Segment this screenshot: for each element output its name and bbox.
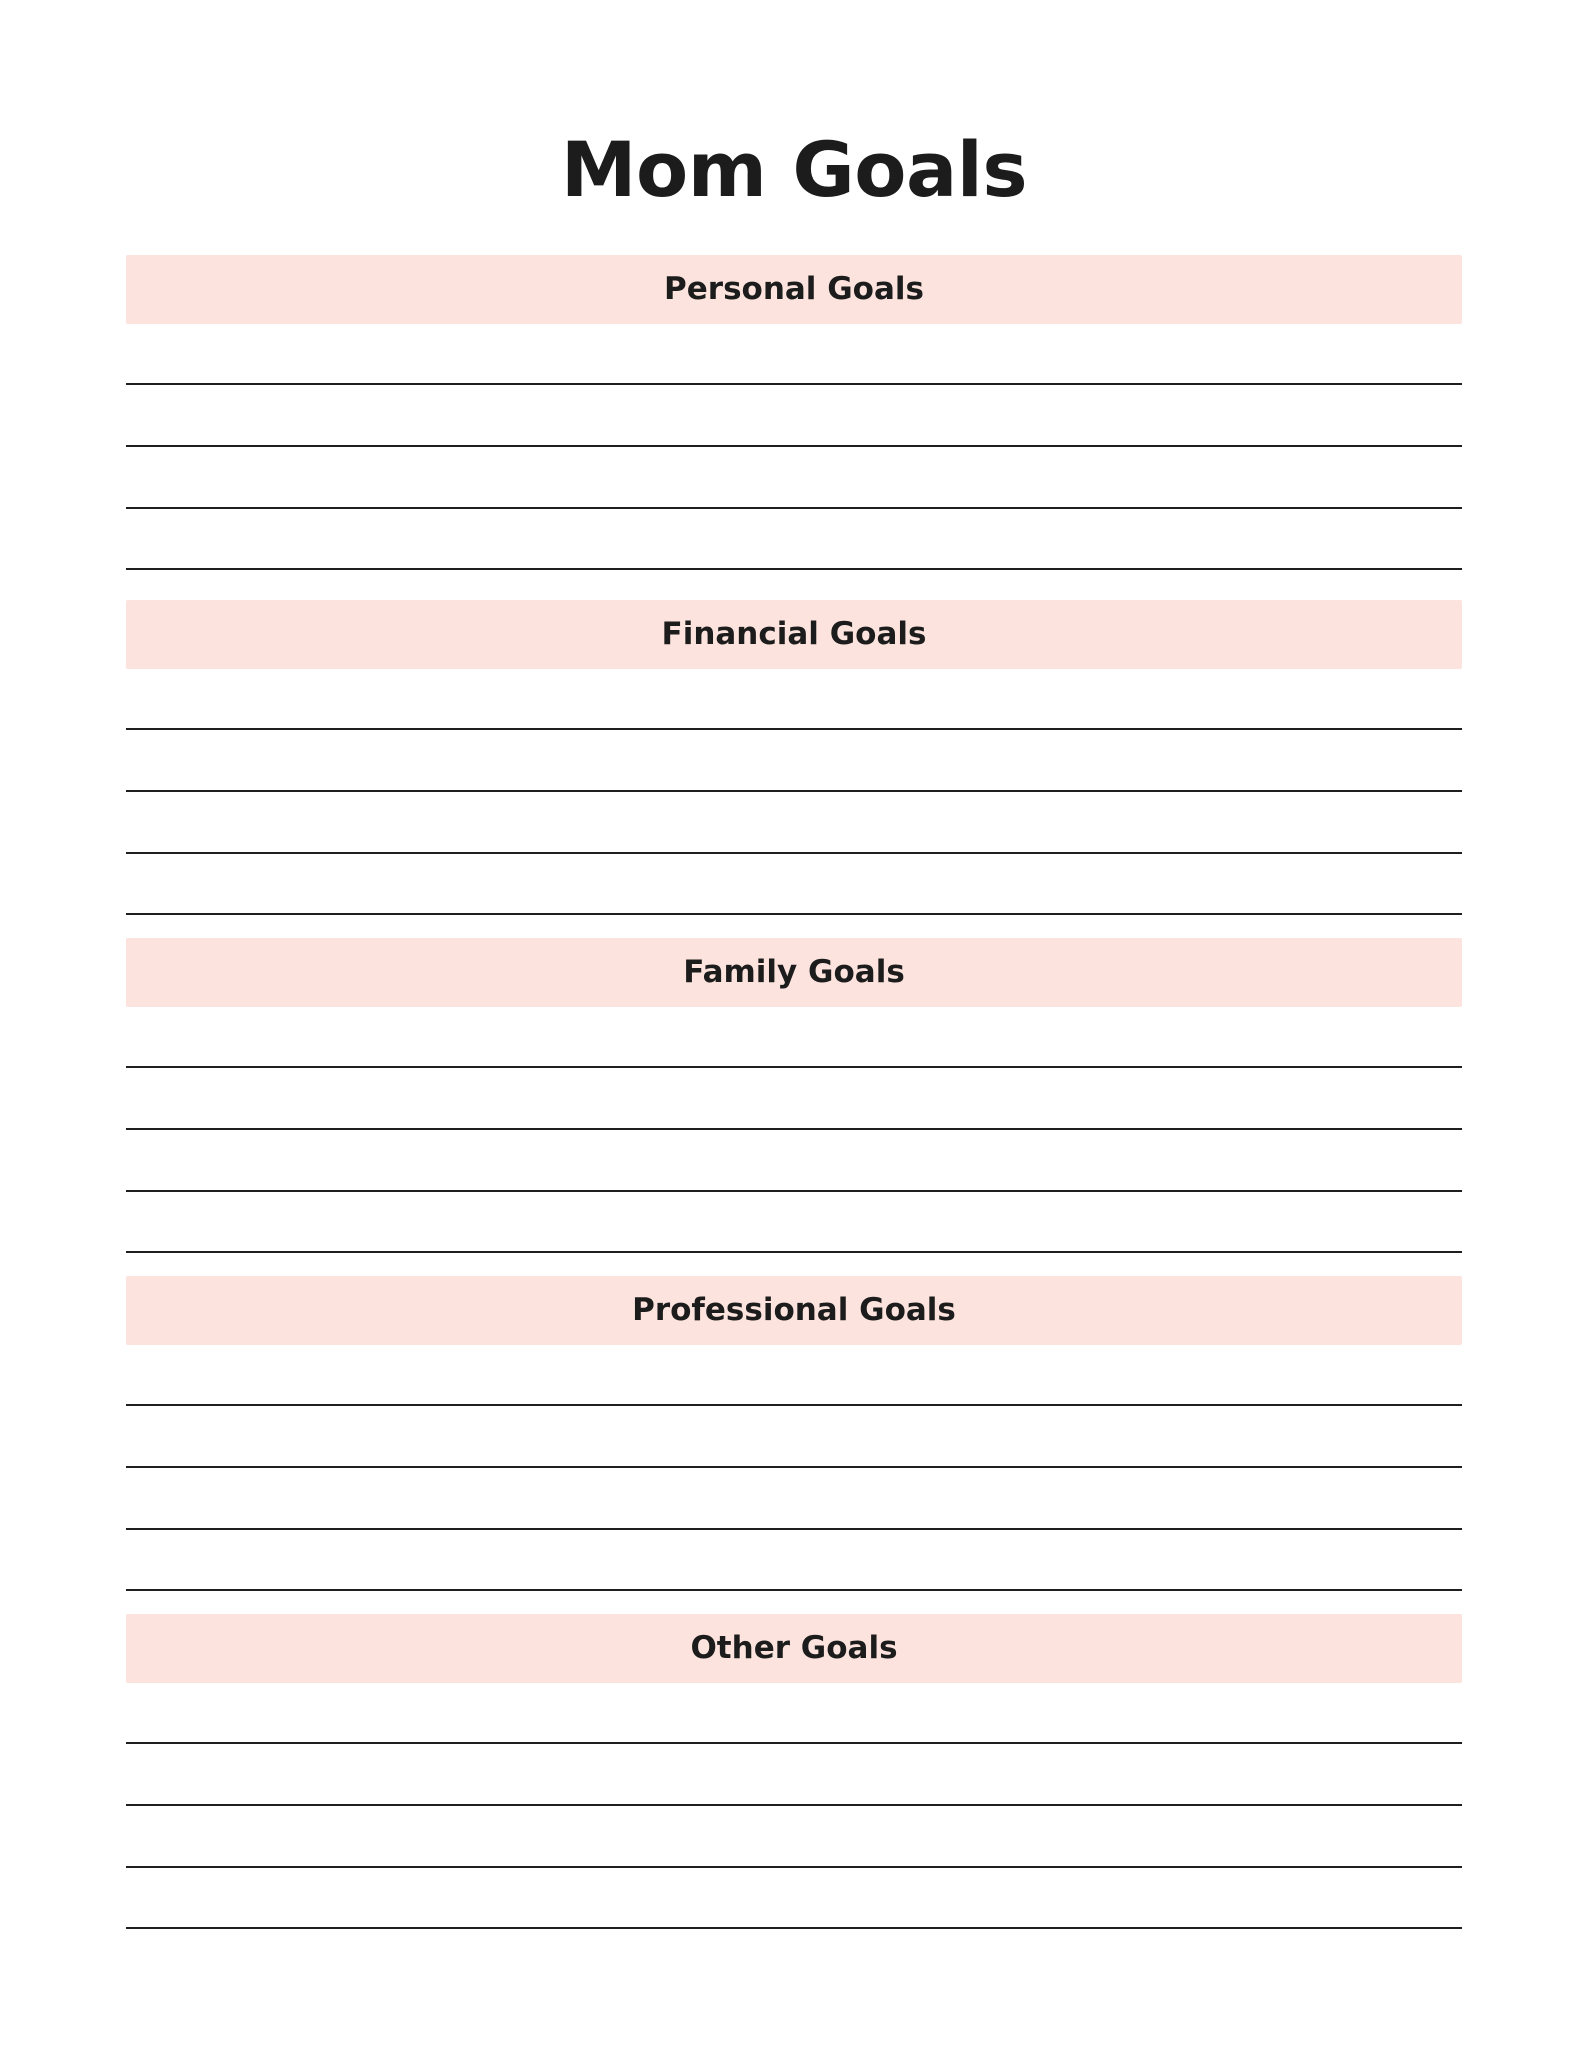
writing-line[interactable] bbox=[126, 568, 1462, 570]
section-header bbox=[126, 600, 1462, 669]
writing-line[interactable] bbox=[126, 1528, 1462, 1530]
page-title: Mom Goals bbox=[560, 125, 1028, 214]
writing-line[interactable] bbox=[126, 1251, 1462, 1253]
writing-line[interactable] bbox=[126, 1066, 1462, 1068]
writing-line[interactable] bbox=[126, 728, 1462, 730]
section-title: Other Goals bbox=[690, 1630, 898, 1666]
section-title: Personal Goals bbox=[664, 271, 924, 307]
section-header bbox=[126, 1614, 1462, 1683]
writing-line[interactable] bbox=[126, 1190, 1462, 1192]
writing-line[interactable] bbox=[126, 790, 1462, 792]
section-header bbox=[126, 1276, 1462, 1345]
section-title: Financial Goals bbox=[661, 616, 927, 652]
section-other-goals bbox=[126, 1614, 1462, 1683]
writing-line[interactable] bbox=[126, 445, 1462, 447]
section-professional-goals bbox=[126, 1276, 1462, 1345]
writing-line[interactable] bbox=[126, 852, 1462, 854]
writing-line[interactable] bbox=[126, 383, 1462, 385]
section-header bbox=[126, 255, 1462, 324]
section-personal-goals bbox=[126, 255, 1462, 324]
writing-line[interactable] bbox=[126, 1866, 1462, 1868]
section-title: Family Goals bbox=[683, 954, 905, 990]
writing-line[interactable] bbox=[126, 507, 1462, 509]
section-financial-goals bbox=[126, 600, 1462, 669]
section-header bbox=[126, 938, 1462, 1007]
writing-line[interactable] bbox=[126, 1466, 1462, 1468]
writing-line[interactable] bbox=[126, 1804, 1462, 1806]
writing-line[interactable] bbox=[126, 1927, 1462, 1929]
writing-line[interactable] bbox=[126, 1742, 1462, 1744]
writing-line[interactable] bbox=[126, 1128, 1462, 1130]
writing-line[interactable] bbox=[126, 913, 1462, 915]
writing-line[interactable] bbox=[126, 1589, 1462, 1591]
section-family-goals bbox=[126, 938, 1462, 1007]
section-title: Professional Goals bbox=[632, 1292, 956, 1328]
writing-line[interactable] bbox=[126, 1404, 1462, 1406]
